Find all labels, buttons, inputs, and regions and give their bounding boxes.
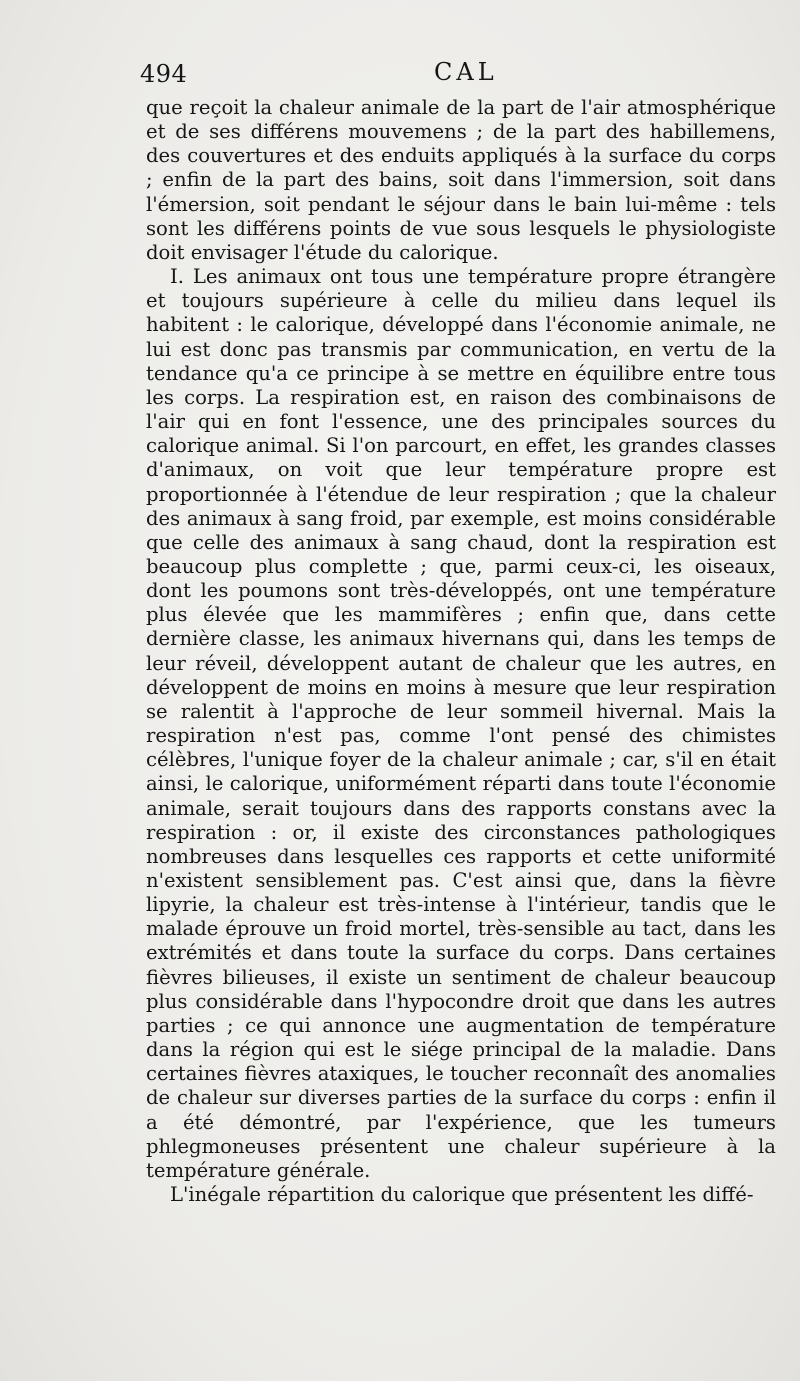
running-head: CAL <box>434 58 498 86</box>
paragraph-section-one: I. Les animaux ont tous une température propre étrangère et toujours supérieure à celle du milieu dans lequel ils habitent : le calorique, développé dans l'économie animale, ne lui est donc pas transmis par communication, en vertu de la tendance qu'a ce principe à se mettre en équilibre entre tous les corps. La respiration est, en raison des combinaisons de l'air qui en font l'essence, une des principales sources du calorique animal. Si l'on parcourt, en effet, les grandes classes d'animaux, on voit que leur température propre est proportionnée à l'étendue de leur respiration ; que la chaleur des animaux à sang froid, par exemple, est moins considérable que celle des animaux à sang chaud, dont la respiration est beaucoup plus complette ; que, parmi ceux-ci, les oiseaux, dont les poumons sont très-développés, ont une température plus élevée que les mammifères ; enfin que, dans cette dernière classe, les animaux hivernans qui, dans les temps de leur réveil, développent autant de chaleur que les autres, en développent de moins en moins à mesure que leur respiration se ralentit à l'approche de leur sommeil hivernal. Mais la respiration n'est pas, comme l'ont pensé des chimistes célèbres, l'unique foyer de la chaleur animale ; car, s'il en était ainsi, le calorique, uniformément réparti dans toute l'économie animale, serait toujours dans des rapports constans avec la respiration : or, il existe des circonstances pathologiques nombreuses dans lesquelles ces rapports et cette uniformité n'existent sensiblement pas. C'est ainsi que, dans la fièvre lipyrie, la chaleur est très-intense à l'intérieur, tandis que le malade éprouve un froid mortel, très-sensible au tact, dans les extrémités et dans toute la surface du corps. Dans certaines fièvres bilieuses, il existe un sentiment de chaleur beaucoup plus considérable dans l'hypocondre droit que dans les autres parties ; ce qui annonce une augmentation de température dans la région qui est le siége principal de la maladie. Dans certaines fièvres ataxiques, le toucher reconnaît des anomalies de chaleur sur diverses parties de la surface du corps : enfin il a été démontré, par l'expérience, que les tumeurs phlegmoneuses présentent une chaleur supérieure à la température générale. <box>146 265 776 1182</box>
page-number: 494 <box>140 60 188 88</box>
paragraph-continuation: que reçoit la chaleur animale de la part de l'air atmosphérique et de ses différens mouvemens ; de la part des habillemens, des couvertures et des enduits appliqués à la surface du corps ; enfin de la part des bains, soit dans l'immersion, soit dans l'émersion, soit pendant le séjour dans le bain lui-même : tels sont les différens points de vue sous lesquels le physiologiste doit envisager l'étude du calorique. <box>146 96 776 264</box>
paragraph-closing-fragment: L'inégale répartition du calorique que présentent les diffé- <box>170 1183 754 1207</box>
body-text <box>146 96 776 1207</box>
page-header <box>140 52 774 96</box>
